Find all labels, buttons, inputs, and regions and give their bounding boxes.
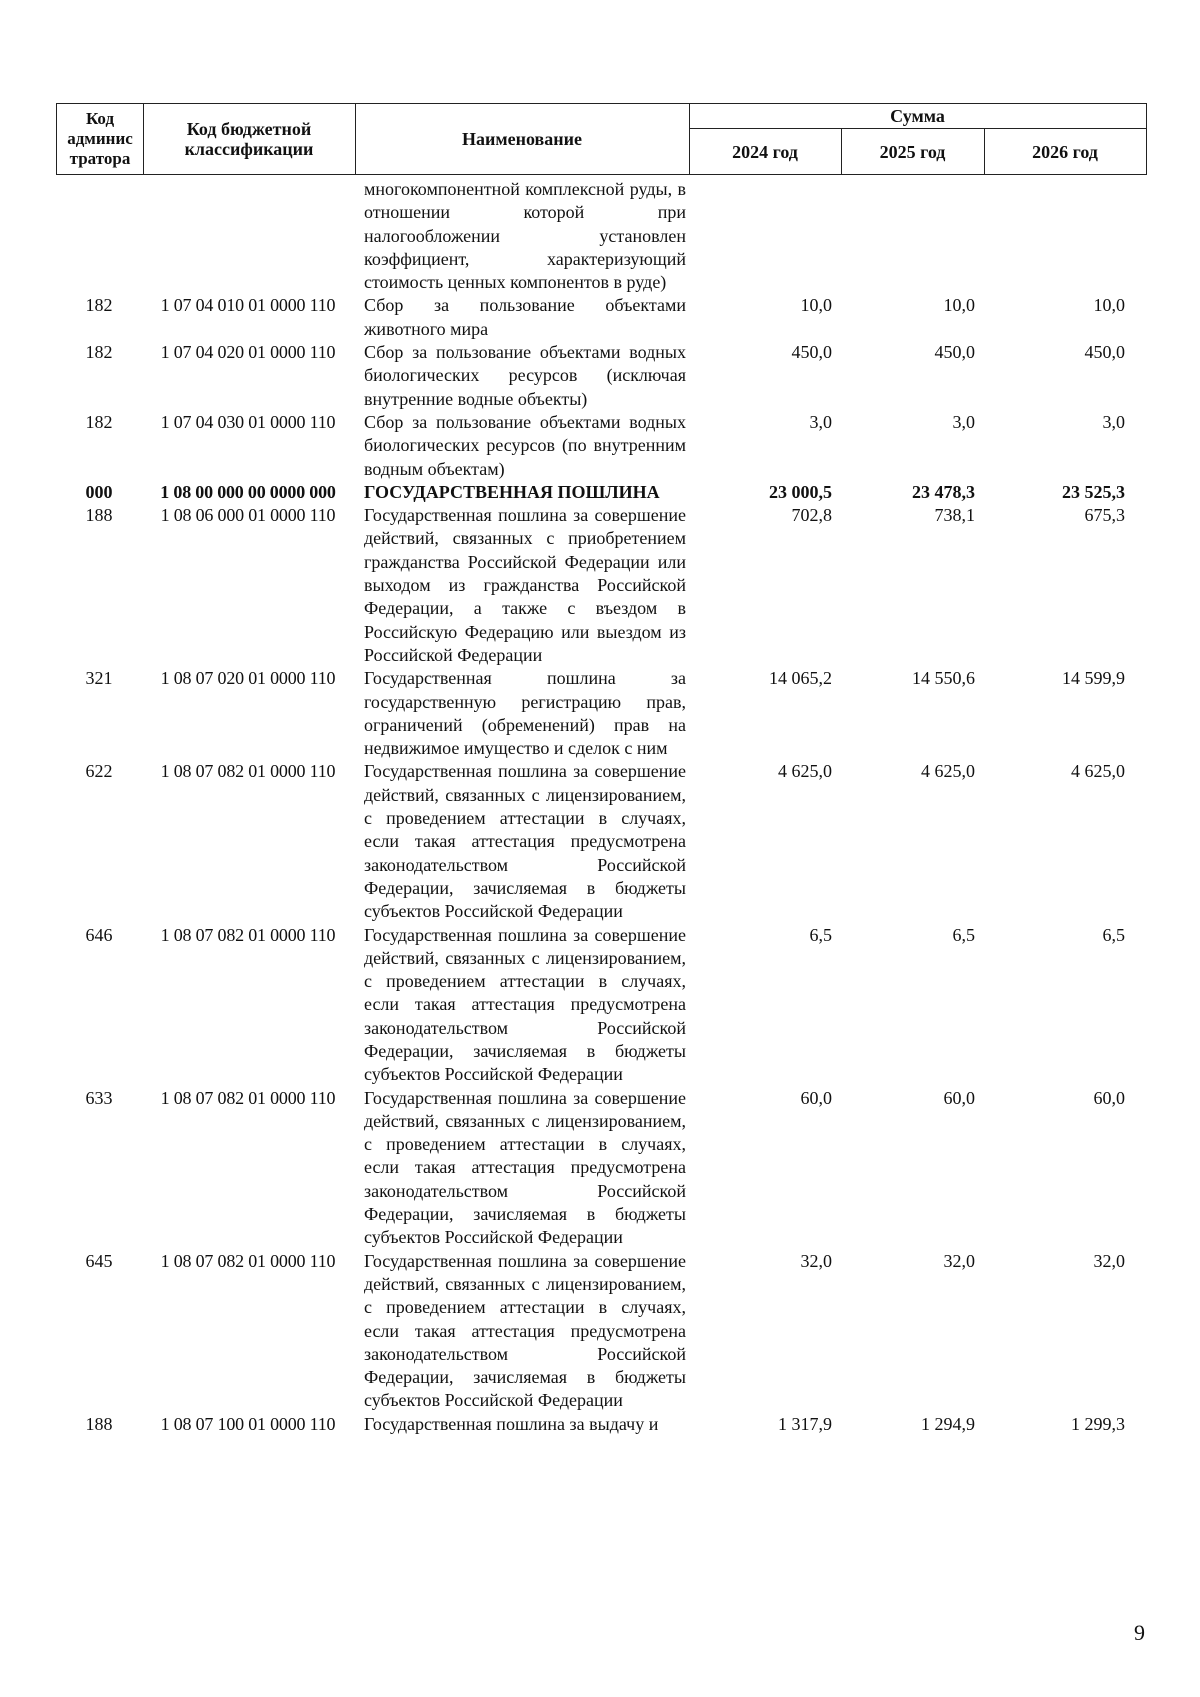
name-cell: Государственная пошлина за выдачу и xyxy=(364,1413,659,1434)
sum-2026-cell: 60,0 xyxy=(1093,1087,1125,1108)
admin-code-cell: 622 xyxy=(85,761,113,782)
header-name: Наименование xyxy=(462,129,582,149)
sum-2025-cell: 1 294,9 xyxy=(921,1413,975,1434)
name-cell: Сбор за пользование объектами водных биологических ресурсов (исключая внутренние водные объекты) xyxy=(364,342,686,409)
sum-2024-cell: 10,0 xyxy=(800,295,832,316)
sum-2024-cell: 6,5 xyxy=(809,924,832,945)
sum-2024-cell: 450,0 xyxy=(791,342,832,363)
table-row xyxy=(56,341,1147,411)
sum-2024-cell: 702,8 xyxy=(791,505,832,526)
kbk-code-cell: 1 08 07 082 01 0000 110 xyxy=(160,924,336,945)
sum-2026-cell: 23 525,3 xyxy=(1062,481,1125,502)
name-cell: Государственная пошлина за совершение действий, связанных с лицензированием, с проведением аттестации в случаях, если такая аттестация предусмотрена законодательством Российской Федерации, зачисляемая в бюджеты субъектов Российской Федерации xyxy=(364,1250,686,1411)
admin-code-cell: 000 xyxy=(85,481,113,502)
name-cell: многокомпонентной комплексной руды, в отношении которой при налогообложении установлен коэффициент, характеризующий стоимость ценных компонентов в руде) xyxy=(364,179,686,293)
sum-2026-cell: 4 625,0 xyxy=(1071,761,1125,782)
table-header xyxy=(56,103,1147,175)
name-cell: Сбор за пользование объектами водных биологических ресурсов (по внутренним водным объектам) xyxy=(364,411,686,479)
name-cell: Государственная пошлина за совершение действий, связанных с приобретением гражданства Российской Федерации или выходом из гражданства Российской Федерации, а также с въездом в Российскую Федерацию или выездом из Российской Федерации xyxy=(364,505,686,665)
sum-2026-cell: 32,0 xyxy=(1093,1250,1125,1271)
header-year-2024: 2024 год xyxy=(732,141,798,162)
table-row xyxy=(56,294,1147,341)
sum-2024-cell: 23 000,5 xyxy=(769,481,832,502)
table-row-section-total xyxy=(56,481,1147,504)
name-cell: Государственная пошлина за совершение действий, связанных с лицензированием, с проведением аттестации в случаях, если такая аттестация предусмотрена законодательством Российской Федерации, зачисляемая в бюджеты субъектов Российской Федерации xyxy=(364,1087,686,1248)
sum-2026-cell: 1 299,3 xyxy=(1071,1413,1125,1434)
sum-2026-cell: 675,3 xyxy=(1084,505,1125,526)
kbk-code-cell: 1 08 00 000 00 0000 000 xyxy=(160,481,336,502)
kbk-code-cell: 1 08 07 100 01 0000 110 xyxy=(160,1413,336,1434)
header-year-2026: 2026 год xyxy=(1032,141,1098,162)
kbk-code-cell: 1 08 07 020 01 0000 110 xyxy=(160,668,336,689)
kbk-code-cell: 1 07 04 030 01 0000 110 xyxy=(160,411,336,432)
admin-code-cell: 182 xyxy=(85,342,113,363)
sum-2025-cell: 14 550,6 xyxy=(912,668,975,689)
sum-2025-cell: 32,0 xyxy=(943,1250,975,1271)
table-row xyxy=(56,1250,1147,1413)
sum-2025-cell: 60,0 xyxy=(943,1087,975,1108)
admin-code-cell: 633 xyxy=(85,1087,113,1108)
header-year-2025: 2025 год xyxy=(879,141,946,162)
sum-2025-cell: 450,0 xyxy=(934,342,975,363)
name-cell: Государственная пошлина за государственную регистрацию прав, ограничений (обременений) прав на недвижимое имущество и сделок с ним xyxy=(364,668,686,759)
sum-2025-cell: 6,5 xyxy=(952,924,975,945)
admin-code-cell: 188 xyxy=(85,505,113,526)
sum-2026-cell: 14 599,9 xyxy=(1062,668,1125,689)
page-number: 9 xyxy=(1134,1620,1145,1645)
table-row xyxy=(56,1087,1147,1250)
kbk-code-cell: 1 08 06 000 01 0000 110 xyxy=(160,505,336,526)
table-row xyxy=(56,178,1147,294)
kbk-code-cell: 1 08 07 082 01 0000 110 xyxy=(160,1250,336,1271)
admin-code-cell: 182 xyxy=(85,295,113,316)
sum-2024-cell: 14 065,2 xyxy=(769,668,832,689)
name-cell: Государственная пошлина за совершение действий, связанных с лицензированием, с проведением аттестации в случаях, если такая аттестация предусмотрена законодательством Российской Федерации, зачисляемая в бюджеты субъектов Российской Федерации xyxy=(364,761,686,922)
sum-2025-cell: 738,1 xyxy=(934,505,975,526)
admin-code-cell: 645 xyxy=(85,1250,113,1271)
sum-2025-cell: 4 625,0 xyxy=(921,761,975,782)
table-row xyxy=(56,411,1147,481)
admin-code-cell: 646 xyxy=(85,924,113,945)
name-cell: Государственная пошлина за совершение действий, связанных с лицензированием, с проведением аттестации в случаях, если такая аттестация предусмотрена законодательством Российской Федерации, зачисляемая в бюджеты субъектов Российской Федерации xyxy=(364,924,686,1085)
admin-code-cell: 182 xyxy=(85,411,113,432)
kbk-code-cell: 1 08 07 082 01 0000 110 xyxy=(160,761,336,782)
header-sum: Сумма xyxy=(890,106,945,126)
kbk-code-cell: 1 07 04 020 01 0000 110 xyxy=(160,342,336,363)
sum-2024-cell: 4 625,0 xyxy=(778,761,832,782)
sum-2025-cell: 23 478,3 xyxy=(912,481,975,502)
header-admin-code: Код админис тратора xyxy=(67,109,133,168)
kbk-code-cell: 1 07 04 010 01 0000 110 xyxy=(160,295,336,316)
sum-2025-cell: 10,0 xyxy=(943,295,975,316)
table-row xyxy=(56,1413,1147,1436)
sum-2026-cell: 3,0 xyxy=(1102,411,1125,432)
table-row xyxy=(56,760,1147,923)
sum-2024-cell: 60,0 xyxy=(800,1087,832,1108)
table-row xyxy=(56,667,1147,760)
sum-2026-cell: 6,5 xyxy=(1102,924,1125,945)
sum-2026-cell: 10,0 xyxy=(1093,295,1125,316)
admin-code-cell: 188 xyxy=(85,1413,113,1434)
table-body xyxy=(56,178,1147,1436)
sum-2024-cell: 3,0 xyxy=(809,411,832,432)
header-kbk-code: Код бюджетной классификации xyxy=(184,119,314,159)
admin-code-cell: 321 xyxy=(85,668,113,689)
table-row xyxy=(56,924,1147,1087)
name-cell: Сбор за пользование объектами животного мира xyxy=(364,295,686,339)
sum-2024-cell: 32,0 xyxy=(800,1250,832,1271)
name-cell: ГОСУДАРСТВЕННАЯ ПОШЛИНА xyxy=(364,481,660,502)
table-row xyxy=(56,504,1147,667)
sum-2026-cell: 450,0 xyxy=(1084,342,1125,363)
sum-2024-cell: 1 317,9 xyxy=(778,1413,832,1434)
sum-2025-cell: 3,0 xyxy=(952,411,975,432)
kbk-code-cell: 1 08 07 082 01 0000 110 xyxy=(160,1087,336,1108)
